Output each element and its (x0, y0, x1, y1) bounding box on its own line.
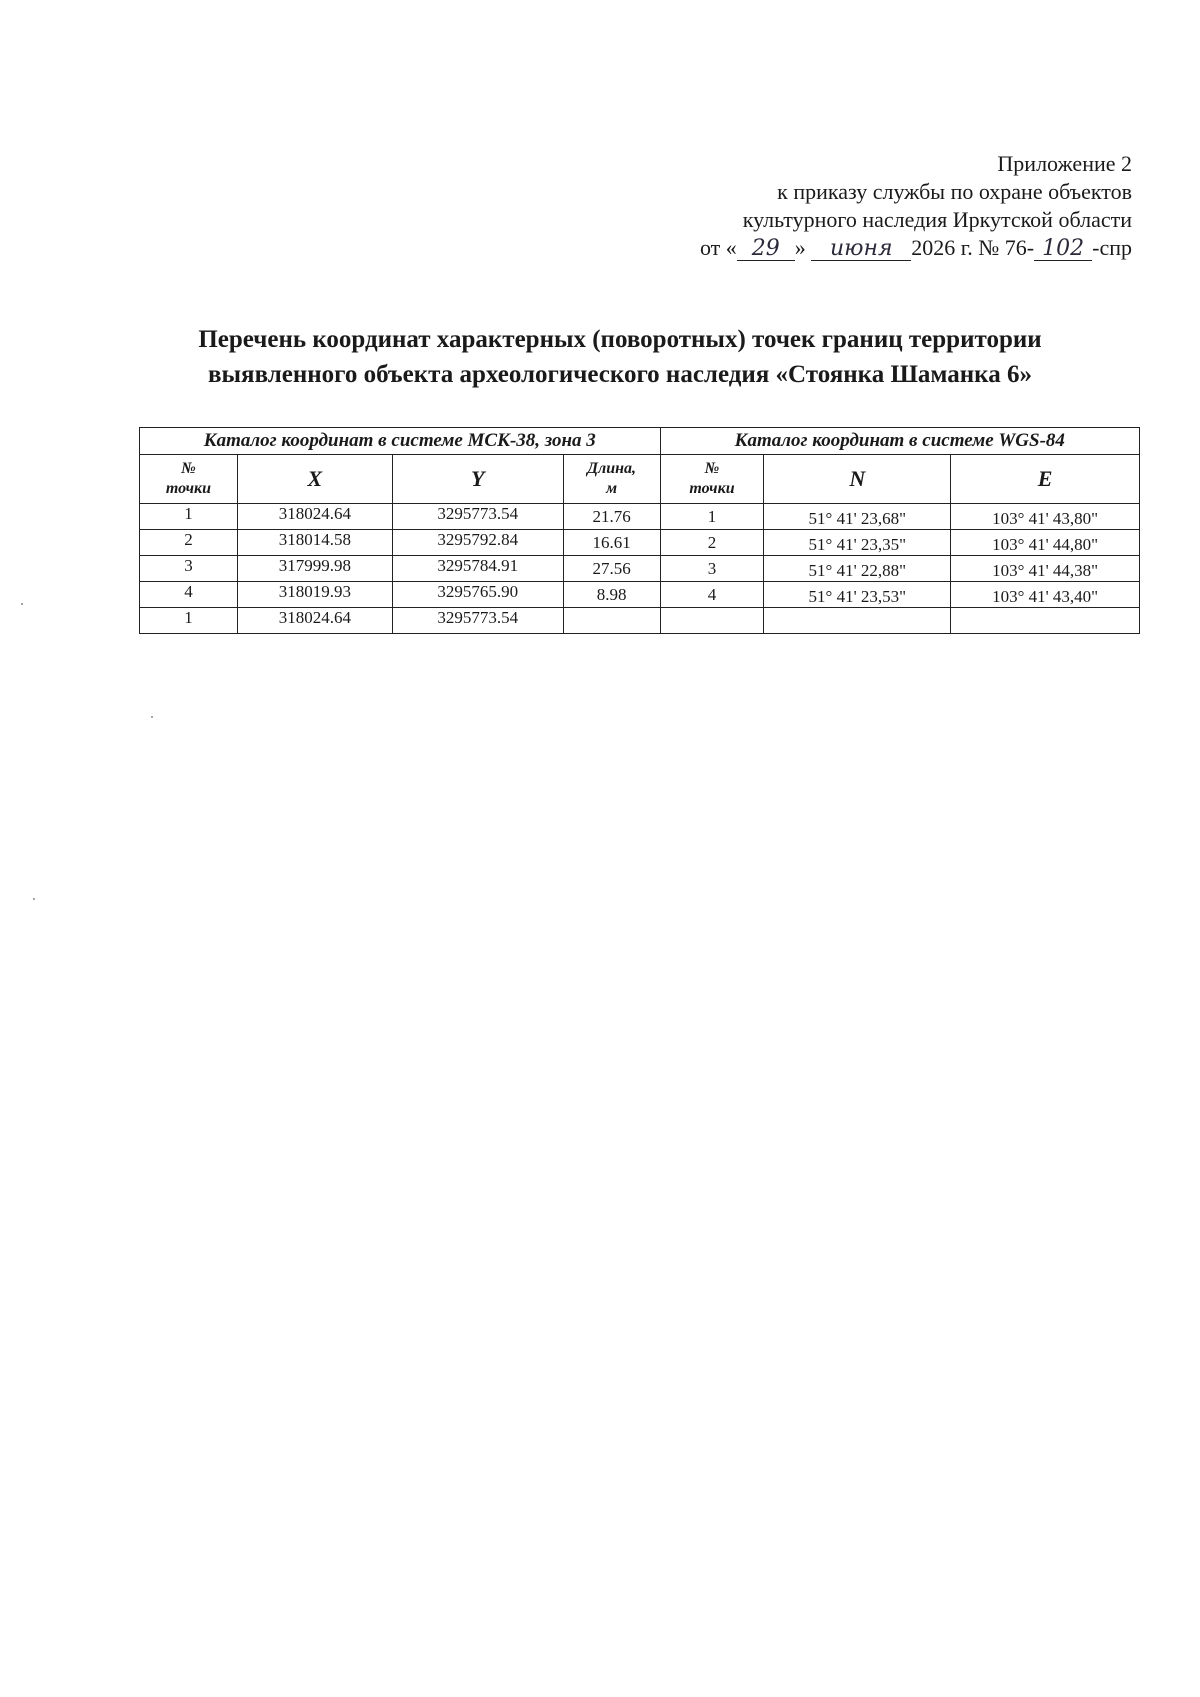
cell-wgs-point (660, 608, 764, 634)
appendix-line-3: культурного наследия Иркутской области (742, 207, 1132, 232)
cell-x: 318024.64 (237, 504, 392, 530)
cell-length (563, 608, 660, 634)
title-line-1: Перечень координат характерных (поворотных) точек границ территории (198, 326, 1042, 353)
cell-point: 3 (140, 556, 238, 582)
col-n: N (764, 455, 951, 504)
cell-length: 8.98 (563, 582, 660, 608)
cell-e: 103° 41' 43,80" (951, 504, 1140, 530)
col-wgs-point-number (660, 455, 764, 504)
cell-wgs-point: 4 (660, 582, 764, 608)
col-length-line-2: м (606, 480, 618, 497)
order-number-handwritten: 102 (1034, 238, 1092, 261)
col-y: Y (392, 455, 563, 504)
table-row (140, 608, 1140, 634)
cell-x: 318014.58 (237, 530, 392, 556)
document-title (120, 322, 1120, 392)
cell-length: 21.76 (563, 504, 660, 530)
table-row (140, 530, 1140, 556)
title-line-2: выявленного объекта археологического наследия «Стоянка Шаманка 6» (208, 361, 1032, 388)
col-point-number-line-1: № (181, 460, 196, 477)
scan-speck (21, 603, 23, 605)
cell-y: 3295773.54 (392, 608, 563, 634)
appendix-date-line (700, 234, 1132, 262)
appendix-line-2: к приказу службы по охране объектов (777, 179, 1132, 204)
coordinates-table (139, 427, 1140, 634)
cell-e: 103° 41' 44,80" (951, 530, 1140, 556)
date-prefix: от « (699, 235, 737, 260)
col-length-line-1: Длина, (587, 460, 637, 477)
cell-e: 103° 41' 44,38" (951, 556, 1140, 582)
col-x: X (237, 455, 392, 504)
cell-n: 51° 41' 23,35" (764, 530, 951, 556)
catalog-msk-header: Каталог координат в системе МСК-38, зона 3 (140, 428, 661, 455)
cell-length: 16.61 (563, 530, 660, 556)
cell-wgs-point: 1 (660, 504, 764, 530)
date-month-handwritten: июня (811, 238, 911, 261)
cell-y: 3295784.91 (392, 556, 563, 582)
cell-point: 2 (140, 530, 238, 556)
cell-y: 3295792.84 (392, 530, 563, 556)
table-row (140, 582, 1140, 608)
cell-n: 51° 41' 23,53" (764, 582, 951, 608)
col-wgs-point-line-2: точки (689, 480, 735, 497)
cell-point: 1 (140, 504, 238, 530)
table-row (140, 556, 1140, 582)
cell-y: 3295765.90 (392, 582, 563, 608)
cell-n: 51° 41' 22,88" (764, 556, 951, 582)
scan-speck (151, 716, 153, 718)
cell-wgs-point: 3 (660, 556, 764, 582)
cell-n (764, 608, 951, 634)
date-year-text: 2026 г. № 76- (911, 235, 1035, 260)
cell-x: 318024.64 (237, 608, 392, 634)
cell-n: 51° 41' 23,68" (764, 504, 951, 530)
catalog-wgs-header: Каталог координат в системе WGS-84 (660, 428, 1139, 455)
cell-e: 103° 41' 43,40" (951, 582, 1140, 608)
appendix-line-1: Приложение 2 (997, 151, 1132, 176)
cell-x: 318019.93 (237, 582, 392, 608)
col-point-number-line-2: точки (165, 480, 212, 497)
cell-point: 4 (140, 582, 238, 608)
cell-point: 1 (140, 608, 238, 634)
date-mid: » (794, 235, 806, 260)
col-wgs-point-line-1: № (704, 460, 720, 477)
cell-e (951, 608, 1140, 634)
order-suffix: -спр (1092, 235, 1132, 260)
col-point-number (140, 455, 238, 504)
cell-length: 27.56 (563, 556, 660, 582)
date-day-handwritten: 29 (737, 238, 795, 261)
table-row (140, 504, 1140, 530)
cell-y: 3295773.54 (392, 504, 563, 530)
scan-speck (33, 898, 35, 900)
col-e: E (951, 455, 1140, 504)
appendix-header (700, 150, 1132, 262)
cell-x: 317999.98 (237, 556, 392, 582)
col-length (563, 455, 660, 504)
cell-wgs-point: 2 (660, 530, 764, 556)
